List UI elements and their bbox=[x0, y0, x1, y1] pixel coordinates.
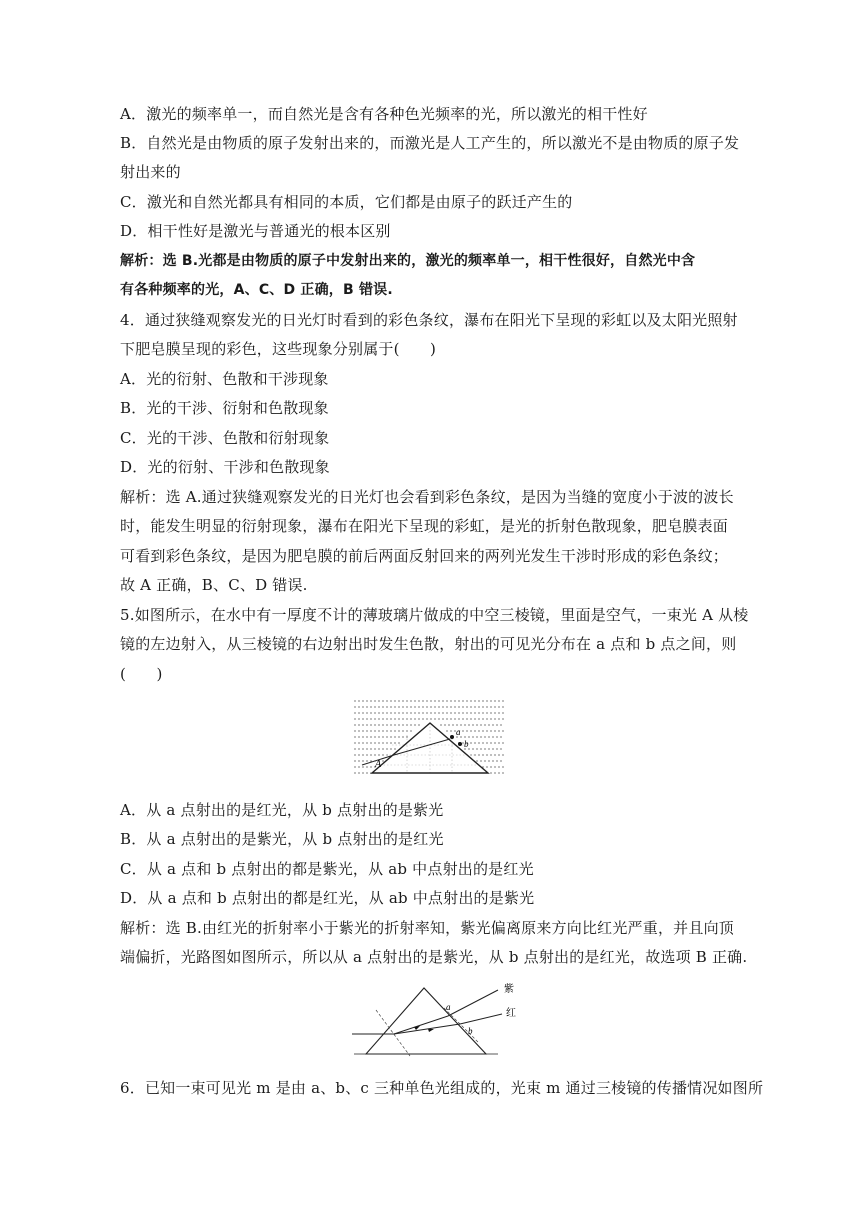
q5-option-a: A．从 a 点射出的是红光，从 b 点射出的是紫光 bbox=[120, 801, 444, 819]
label-red: 红 bbox=[506, 1008, 516, 1019]
q5-analysis-line2: 端偏折，光路图如图所示，所以从 a 点射出的是紫光，从 b 点射出的是红光，故选项 B 正确. bbox=[120, 948, 748, 966]
ray-red-out bbox=[460, 1014, 502, 1024]
q4-analysis-line1: 解析：选 A.通过狭缝观察发光的日光灯也会看到彩色条纹，是因为当缝的宽度小于波的波长 bbox=[120, 488, 734, 506]
q3-option-b-line1: B．自然光是由物质的原子发射出来的，而激光是人工产生的，所以激光不是由物质的原子发 bbox=[120, 134, 740, 152]
q5-stem-line2: 镜的左边射入，从三棱镜的右边射出时发生色散，射出的可见光分布在 a 点和 b 点之间，则 bbox=[120, 635, 737, 653]
q3-option-a: A．激光的频率单一，而自然光是含有各种色光频率的光，所以激光的相干性好 bbox=[120, 105, 648, 123]
q5-stem-line1: 5.如图所示，在水中有一厚度不计的薄玻璃片做成的中空三棱镜，里面是空气，一束光 A 从棱 bbox=[120, 606, 749, 624]
point-b-marker bbox=[458, 742, 462, 746]
q3-option-c: C．激光和自然光都具有相同的本质，它们都是由原子的跃迁产生的 bbox=[120, 193, 573, 211]
q4-option-b: B．光的干涉、衍射和色散现象 bbox=[120, 399, 329, 417]
point-a-marker bbox=[450, 735, 454, 739]
label-a: a bbox=[456, 727, 461, 737]
prism-outline bbox=[366, 988, 486, 1054]
label-purple: 紫 bbox=[504, 984, 514, 995]
q4-stem-line1: 4．通过狭缝观察发光的日光灯时看到的彩色条纹，瀑布在阳光下呈现的彩虹以及太阳光照射 bbox=[120, 311, 738, 329]
q4-analysis-line3: 可看到彩色条纹，是因为肥皂膜的前后两面反射回来的两列光发生干涉时形成的彩色条纹； bbox=[120, 547, 729, 565]
q4-option-c: C．光的干涉、色散和衍射现象 bbox=[120, 429, 330, 447]
normal-right bbox=[444, 1008, 478, 1042]
q3-analysis-line2: 有各种频率的光，A、C、D 正确，B 错误. bbox=[120, 282, 393, 298]
q4-analysis-line2: 时，能发生明显的衍射现象，瀑布在阳光下呈现的彩虹，是光的折射色散现象，肥皂膜表面 bbox=[120, 517, 729, 535]
prism-in-water-figure bbox=[352, 695, 506, 777]
ray-purple-inside bbox=[394, 1016, 448, 1034]
q3-analysis-line1: 解析：选 B.光都是由物质的原子中发射出来的，激光的频率单一，相干性很好，自然光中含 bbox=[120, 253, 696, 269]
q4-analysis-line4: 故 A 正确，B、C、D 错误. bbox=[120, 576, 308, 594]
q4-stem-line2: 下肥皂膜呈现的彩色，这些现象分别属于( ) bbox=[120, 340, 437, 358]
normal-left bbox=[376, 1010, 410, 1056]
q5-option-b: B．从 a 点射出的是紫光，从 b 点射出的是红光 bbox=[120, 830, 444, 848]
q4-option-a: A．光的衍射、色散和干涉现象 bbox=[120, 370, 329, 388]
q6-stem-line1: 6．已知一束可见光 m 是由 a、b、c 三种单色光组成的，光束 m 通过三棱镜的传播情况如图所 bbox=[120, 1079, 764, 1097]
light-path-diagram bbox=[348, 980, 524, 1058]
q4-option-d: D．光的衍射、干涉和色散现象 bbox=[120, 458, 330, 476]
arrow-red bbox=[428, 1029, 434, 1032]
label-a: a bbox=[446, 1002, 451, 1012]
q5-option-c: C．从 a 点和 b 点射出的都是紫光，从 ab 中点射出的是红光 bbox=[120, 860, 534, 878]
label-b: b bbox=[464, 739, 469, 749]
q5-stem-line3: ( ) bbox=[120, 665, 163, 683]
label-b: b bbox=[468, 1026, 473, 1036]
q3-option-d: D．相干性好是激光与普通光的根本区别 bbox=[120, 222, 391, 240]
q3-option-b-line2: 射出来的 bbox=[120, 163, 181, 181]
ray-red-inside bbox=[394, 1024, 460, 1034]
ray-purple-out bbox=[448, 990, 498, 1016]
q5-analysis-line1: 解析：选 B.由红光的折射率小于紫光的折射率知，紫光偏离原来方向比红光严重，并且向顶 bbox=[120, 919, 734, 937]
q5-option-d: D．从 a 点和 b 点射出的都是红光，从 ab 中点射出的是紫光 bbox=[120, 889, 535, 907]
label-A: A bbox=[375, 759, 382, 770]
